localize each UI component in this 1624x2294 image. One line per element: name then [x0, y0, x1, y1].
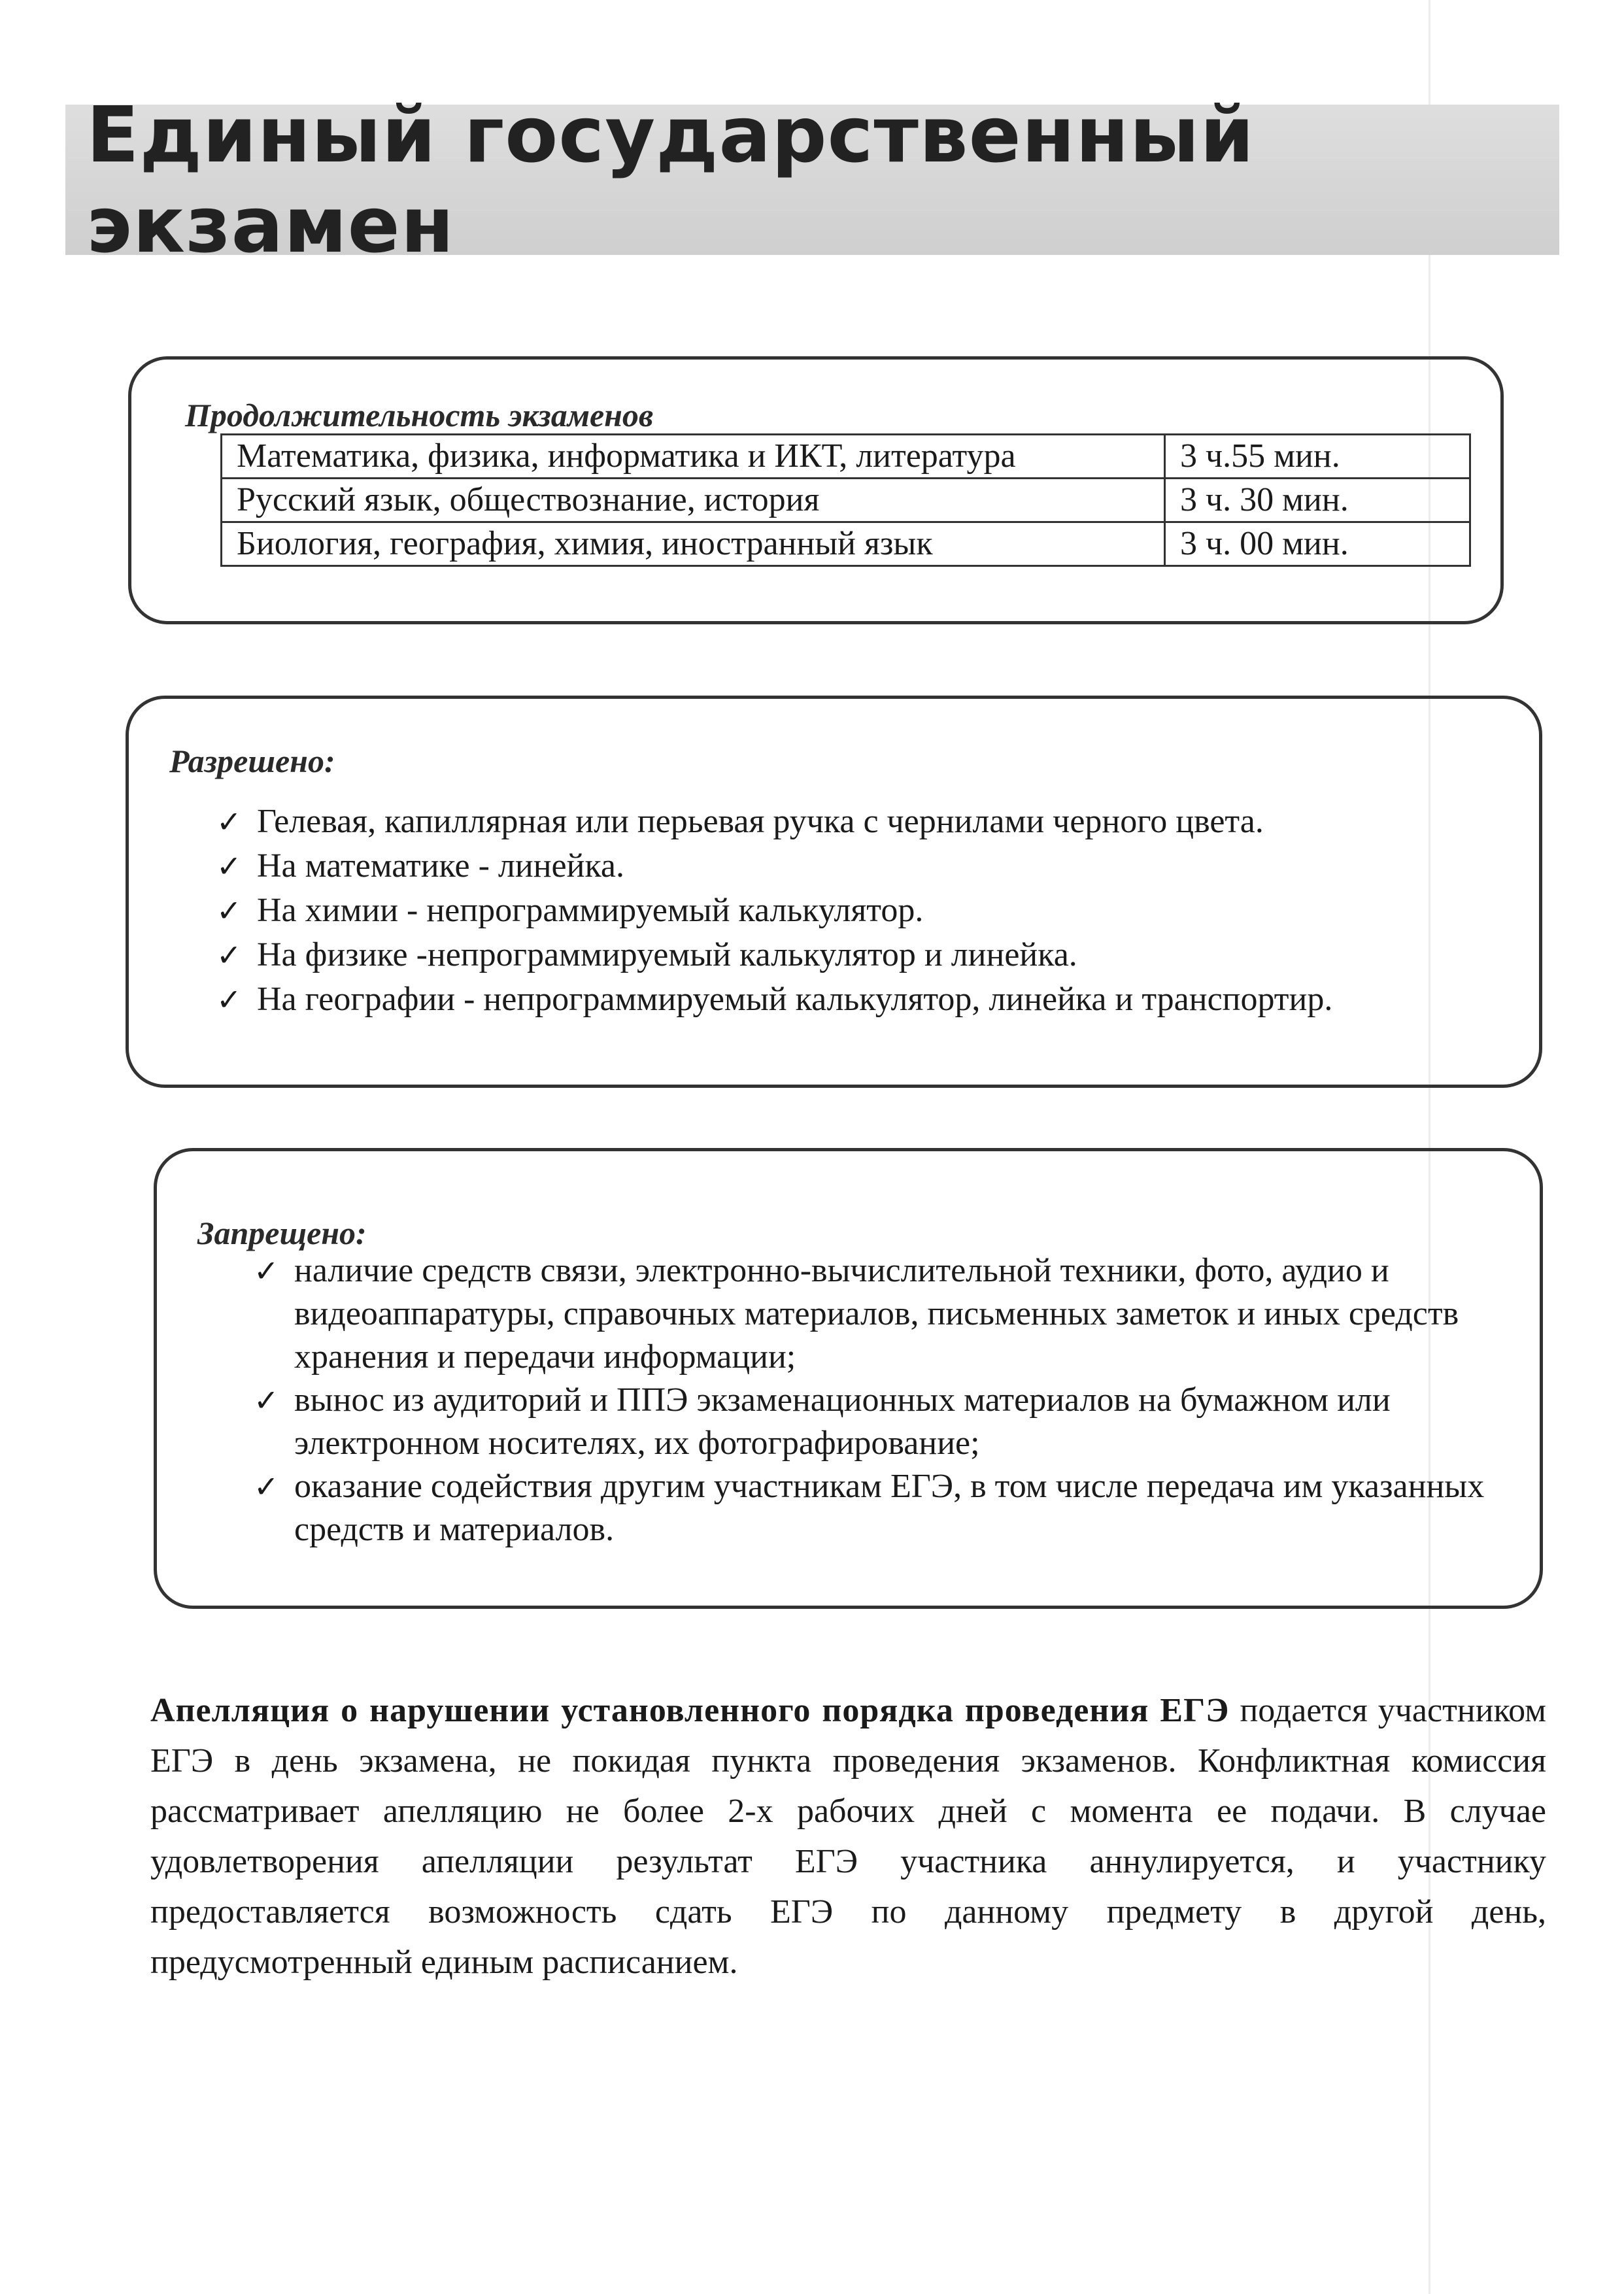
- list-item-text: На географии - непрограммируемый калькулятор, линейка и транспортир.: [257, 981, 1333, 1018]
- exam-duration-heading: Продолжительность экзаменов: [185, 397, 654, 433]
- list-item-text: На математике - линейка.: [257, 847, 624, 885]
- checkmark-icon: ✓: [216, 849, 242, 884]
- table-row: [222, 522, 1470, 566]
- list-item: [210, 888, 1517, 933]
- title-banner: [65, 90, 1559, 270]
- allowed-heading: Разрешено:: [169, 743, 335, 779]
- list-item-text: наличие средств связи, электронно-вычислительной техники, фото, аудио и видеоаппаратуры, справочных материалов, письменных заметок и иных средств хранения и передачи информации;: [294, 1252, 1459, 1375]
- list-item: [210, 933, 1517, 977]
- checkmark-icon: ✓: [254, 1469, 279, 1504]
- list-item-text: На физике -непрограммируемый калькулятор и линейка.: [257, 936, 1077, 973]
- appeal-paragraph: [150, 1685, 1546, 1987]
- table-cell-subjects: Биология, география, химия, иностранный язык: [222, 522, 1165, 566]
- exam-duration-table: [220, 433, 1471, 567]
- table-row: [222, 479, 1470, 522]
- page-title: Единый государственный экзамен: [86, 90, 1255, 270]
- list-item: [247, 1379, 1515, 1465]
- table-cell-subjects: Русский язык, обществознание, история: [222, 479, 1165, 522]
- appeal-lead: Апелляция о нарушении установленного порядка проведения ЕГЭ: [150, 1692, 1230, 1729]
- allowed-box: [126, 696, 1542, 1088]
- list-item: [210, 800, 1517, 844]
- list-item: [210, 977, 1517, 1022]
- table-cell-time: 3 ч.55 мин.: [1165, 435, 1470, 479]
- list-item-text: Гелевая, капиллярная или перьевая ручка с чернилами черного цвета.: [257, 803, 1264, 840]
- checkmark-icon: ✓: [216, 937, 242, 973]
- forbidden-box: [154, 1148, 1543, 1609]
- allowed-list: [210, 800, 1517, 1022]
- table-row: [222, 435, 1470, 479]
- list-item-text: вынос из аудиторий и ППЭ экзаменационных материалов на бумажном или электронном носителях, их фотографирование;: [294, 1381, 1391, 1462]
- checkmark-icon: ✓: [254, 1383, 279, 1418]
- list-item-text: оказание содействия другим участникам ЕГЭ, в том числе передача им указанных средств и материалов.: [294, 1468, 1485, 1548]
- forbidden-heading: Запрещено:: [197, 1215, 367, 1251]
- checkmark-icon: ✓: [216, 982, 242, 1017]
- exam-duration-box: [128, 356, 1504, 624]
- list-item-text: На химии - непрограммируемый калькулятор.: [257, 892, 924, 929]
- table-cell-time: 3 ч. 00 мин.: [1165, 522, 1470, 566]
- list-item: [247, 1465, 1515, 1551]
- checkmark-icon: ✓: [254, 1253, 279, 1289]
- list-item: [247, 1249, 1515, 1379]
- table-cell-subjects: Математика, физика, информатика и ИКТ, литература: [222, 435, 1165, 479]
- checkmark-icon: ✓: [216, 893, 242, 928]
- list-item: [210, 844, 1517, 888]
- forbidden-list: [247, 1249, 1515, 1551]
- checkmark-icon: ✓: [216, 804, 242, 839]
- table-cell-time: 3 ч. 30 мин.: [1165, 479, 1470, 522]
- appeal-text: подается участником ЕГЭ в день экзамена, не покидая пункта проведения экзаменов. Конфликтная комиссия рассматривает апелляцию не более 2-х рабочих дней с момента ее подачи. В случае удовлетворения апелляции результат ЕГЭ участника аннулируется, и участнику предоставляется возможность сдать ЕГЭ по данному предмету в другой день, предусмотренный единым расписанием.: [150, 1692, 1546, 1981]
